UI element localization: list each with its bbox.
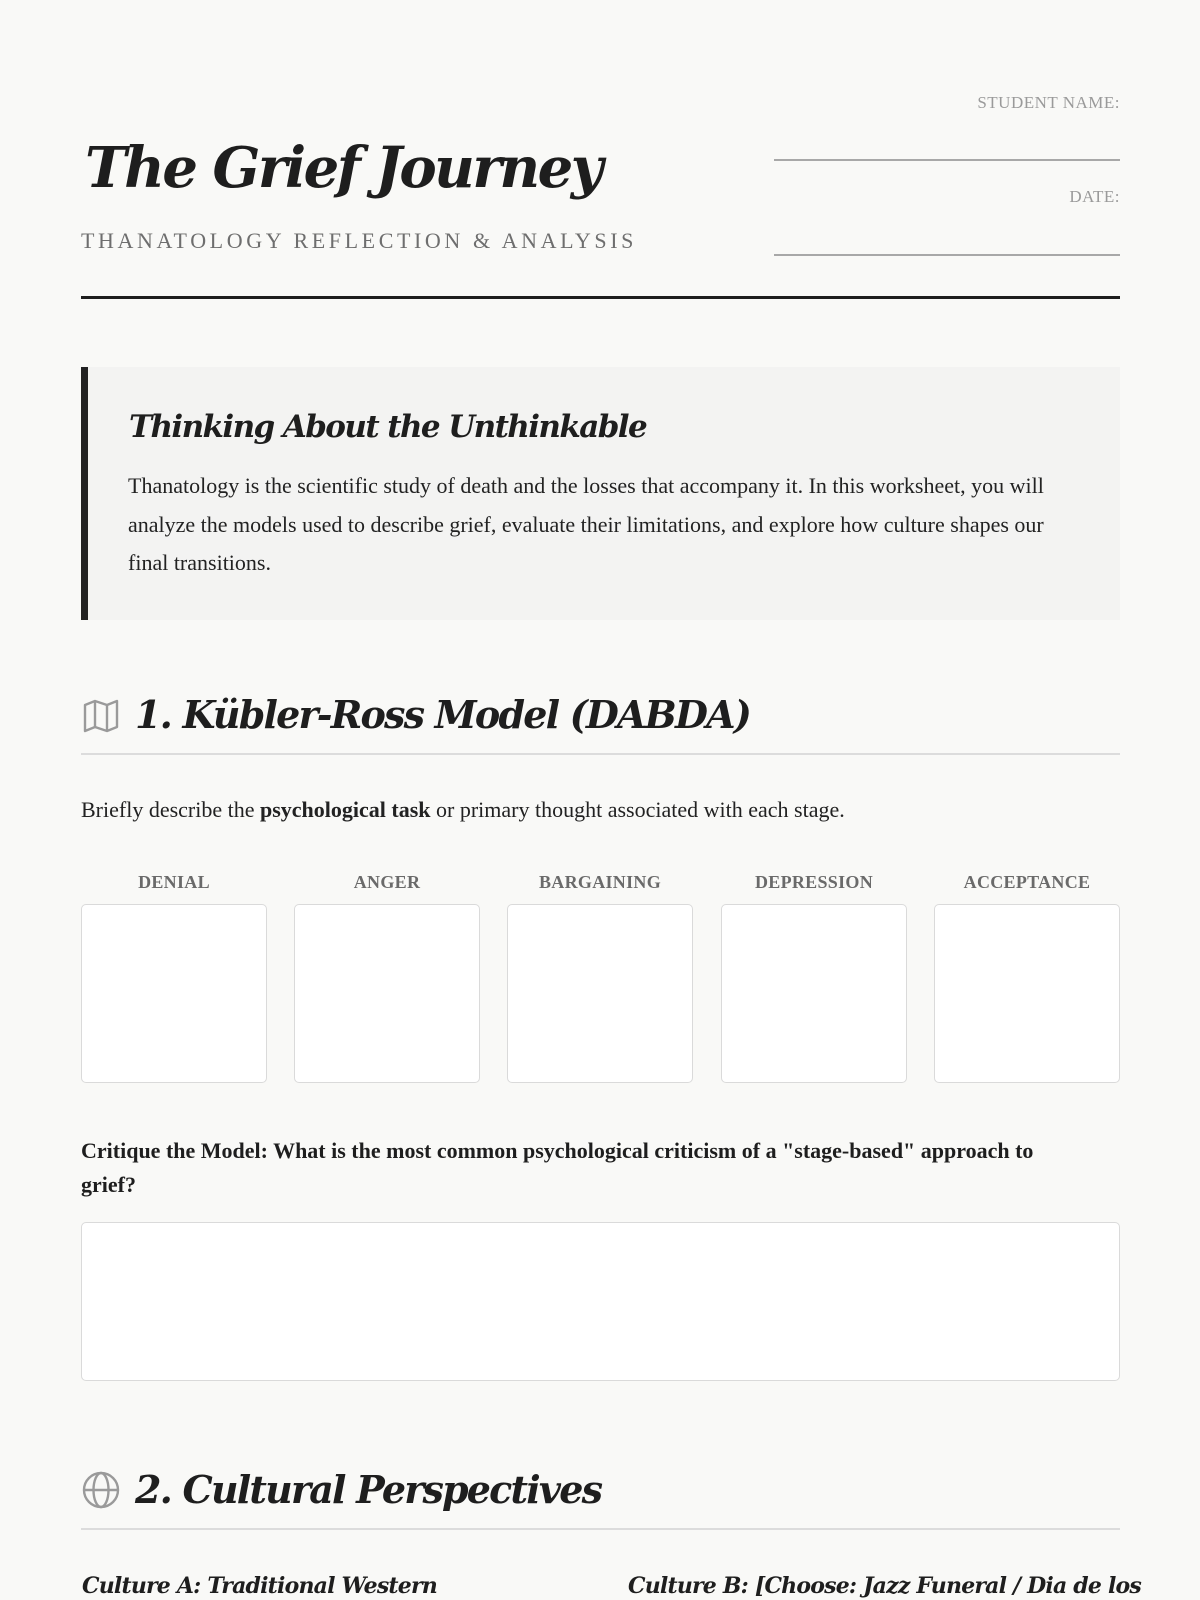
globe-icon [81, 1470, 121, 1510]
date-label: DATE: [1069, 187, 1120, 206]
student-name-field[interactable] [774, 159, 1120, 161]
worksheet-page [81, 0, 1141, 1600]
stage-label: ANGER [353, 872, 421, 892]
stage-depression [721, 869, 907, 1083]
instructions-text-before: Briefly describe the [81, 797, 260, 822]
stage-grid [81, 869, 1120, 1082]
section-1-heading [81, 690, 1120, 756]
section-2-heading [81, 1465, 1120, 1531]
stage-acceptance [934, 869, 1120, 1083]
instructions-bold-term: psychological task [260, 797, 431, 822]
stage-answer-box[interactable] [721, 904, 907, 1083]
stage-answer-box[interactable] [81, 904, 267, 1083]
stage-label: DEPRESSION [754, 872, 874, 892]
intro-callout [81, 367, 1120, 620]
critique-answer-box[interactable] [81, 1222, 1120, 1381]
intro-body: Thanatology is the scientific study of death and the losses that accompany it. In this worksheet, you will analyze the models used to describe grief, evaluate their limitations, and explore how culture shapes our final transitions. [128, 473, 1044, 575]
section-2-divider [81, 1528, 1120, 1530]
stage-label: BARGAINING [538, 872, 661, 892]
stage-answer-box[interactable] [507, 904, 693, 1083]
intro-title: Thinking About the Unthinkable [129, 409, 647, 445]
map-icon [81, 696, 121, 736]
date-field[interactable] [774, 254, 1120, 256]
stage-label: ACCEPTANCE [963, 872, 1091, 892]
section-1-title: 1. Kübler-Ross Model (DABDA) [135, 692, 751, 737]
culture-a-heading: Culture A: Traditional Western [82, 1573, 437, 1599]
stage-instructions [81, 797, 845, 823]
section-1-divider [81, 753, 1120, 755]
culture-b-heading: Culture B: [Choose: Jazz Funeral / Dia de los [628, 1573, 1141, 1599]
stage-bargaining [507, 869, 693, 1083]
worksheet-title: The Grief Journey [85, 135, 601, 201]
stage-anger [294, 869, 480, 1083]
worksheet-header [81, 0, 1120, 300]
section-2-title: 2. Cultural Perspectives [135, 1467, 602, 1512]
stage-answer-box[interactable] [294, 904, 480, 1083]
student-name-label: STUDENT NAME: [977, 93, 1120, 112]
header-divider [81, 296, 1120, 299]
stage-answer-box[interactable] [934, 904, 1120, 1083]
instructions-text-after: or primary thought associated with each stage. [430, 797, 845, 822]
stage-denial [81, 869, 267, 1083]
stage-label: DENIAL [138, 872, 210, 892]
worksheet-subtitle: THANATOLOGY REFLECTION & ANALYSIS [81, 228, 637, 253]
critique-question: Critique the Model: What is the most common psychological criticism of a "stage-based" approach to grief? [81, 1138, 1034, 1197]
